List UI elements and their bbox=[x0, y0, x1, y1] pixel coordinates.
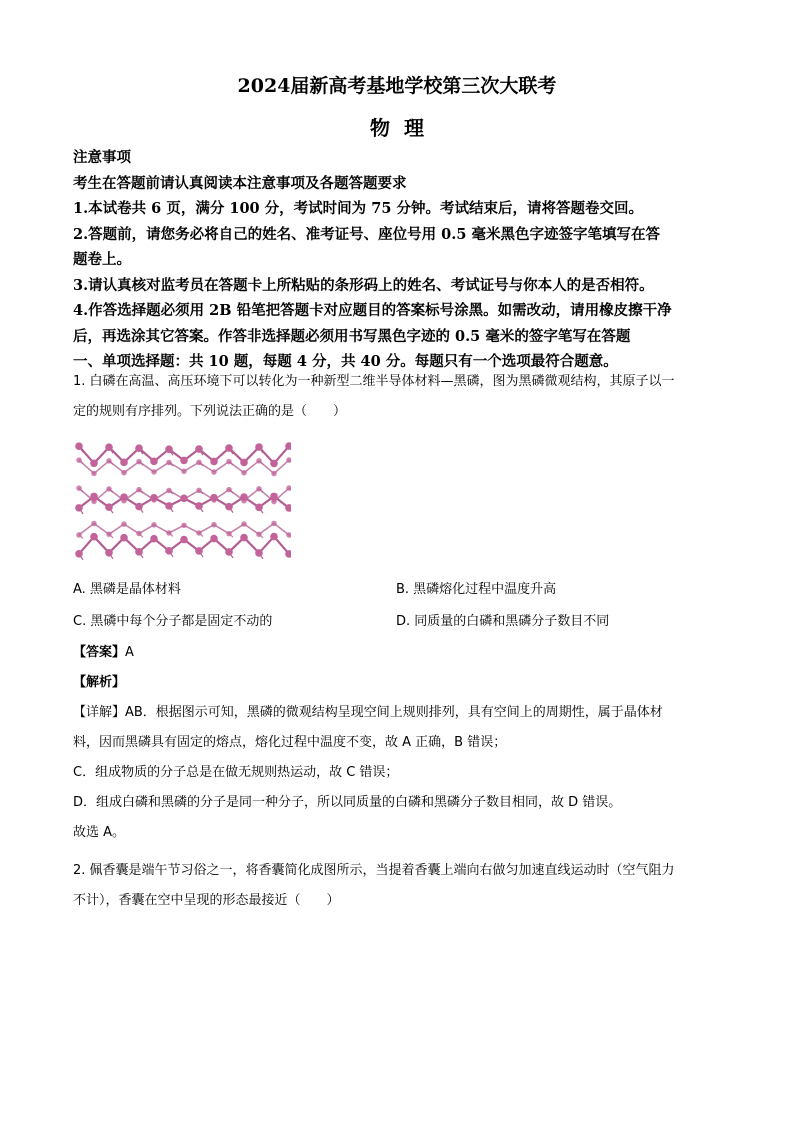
section-heading: 一、单项选择题：共 10 题，每题 4 分，共 40 分。每题只有一个选项最符合题意。 bbox=[73, 353, 618, 370]
subject-title: 物理 bbox=[370, 116, 438, 140]
question-line: 1. 白磷在高温、高压环境下可以转化为一种新型二维半导体材料—黑磷，图为黑磷微观结构，其原子以一 bbox=[73, 374, 675, 389]
answer-value: A bbox=[125, 645, 134, 660]
answer-line bbox=[73, 638, 723, 668]
option-c: C. 黑磷中每个分子都是固定不动的 bbox=[73, 614, 273, 629]
question-line: 2. 佩香囊是端午节习俗之一，将香囊简化成图所示，当提着香囊上端向右做匀加速直线运动时（空气阻力 bbox=[73, 863, 675, 878]
question-1-solution bbox=[73, 638, 723, 848]
detail-line: 【详解】AB．根据图示可知，黑磷的微观结构呈现空间上规则排列，具有空间上的周期性，属于晶体材 bbox=[73, 705, 663, 720]
option-d: D. 同质量的白磷和黑磷分子数目不同 bbox=[396, 614, 610, 629]
question-1-stem bbox=[73, 367, 723, 427]
notice-heading: 注意事项 bbox=[73, 149, 131, 166]
option-a: A. 黑磷是晶体材料 bbox=[73, 582, 181, 597]
question-line: 不计），香囊在空中呈现的形态最接近（ ） bbox=[73, 893, 340, 908]
notice-line: 1.本试卷共 6 页，满分 100 分，考试时间为 75 分钟。考试结束后，请将答题卷交回。 bbox=[73, 200, 643, 217]
detail-line: 料，因而黑磷具有固定的熔点，熔化过程中温度不变，故 A 正确，B 错误； bbox=[73, 735, 507, 750]
question-line: 定的规则有序排列。下列说法正确的是（ ） bbox=[73, 404, 347, 419]
notice-line: 考生在答题前请认真阅读本注意事项及各题答题要求 bbox=[73, 174, 407, 192]
option-b: B. 黑磷熔化过程中温度升高 bbox=[396, 582, 557, 597]
notice-line: 后，再选涂其它答案。作答非选择题必须用书写黑色字迹的 0.5 毫米的签字笔写在答题 bbox=[73, 327, 631, 345]
detail-line: D．组成白磷和黑磷的分子是同一种分子，所以同质量的白磷和黑磷分子数目相同，故 D 错误。 bbox=[73, 795, 622, 810]
black-phosphorus-structure-image bbox=[73, 437, 291, 567]
notice-section bbox=[73, 145, 723, 375]
notice-line: 2.答题前，请您务必将自己的姓名、准考证号、座位号用 0.5 毫米黑色字迹签字笔填写在答 bbox=[73, 225, 660, 243]
notice-line: 3.请认真核对监考员在答题卡上所粘贴的条形码上的姓名、考试证号与你本人的是否相符。 bbox=[73, 276, 654, 294]
notice-line: 4.作答选择题必须用 2B 铅笔把答题卡对应题目的答案标号涂黑。如需改动，请用橡皮擦干净 bbox=[73, 302, 672, 319]
detail-line: 故选 A。 bbox=[73, 825, 126, 840]
exam-title: 2024届新高考基地学校第三次大联考 bbox=[237, 75, 557, 97]
question-2-stem bbox=[73, 856, 723, 916]
analysis-label: 【解析】 bbox=[73, 675, 126, 690]
detail-line: C．组成物质的分子总是在做无规则热运动，故 C 错误； bbox=[73, 765, 399, 780]
notice-line: 题卷上。 bbox=[73, 251, 131, 268]
answer-label: 【答案】 bbox=[73, 645, 126, 660]
